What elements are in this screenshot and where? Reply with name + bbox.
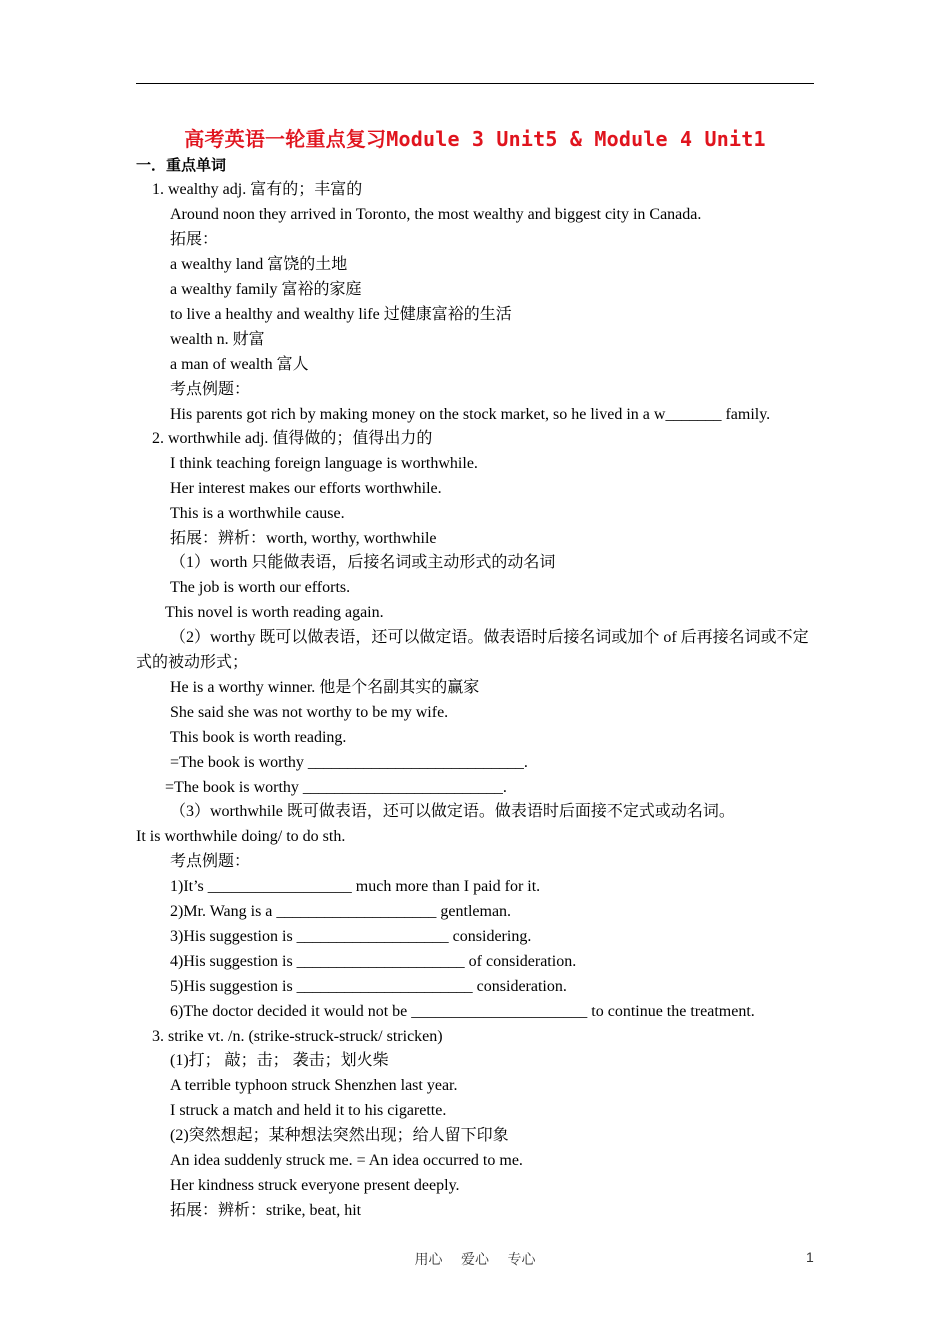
example-line: Her kindness struck everyone present deeply.	[170, 1177, 460, 1194]
exercise-line: 4)His suggestion is _____________________ of consideration.	[170, 953, 577, 970]
text-line: （3）worthwhile 既可做表语，还可以做定语。做表语时后面接不定式或动名词。	[170, 803, 735, 820]
exercise-line: 6)The doctor decided it would not be ______________________ to continue the treatment.	[170, 1003, 755, 1020]
text-line: （1）worth 只能做表语，后接名词或主动形式的动名词	[170, 554, 556, 571]
text-line: 式的被动形式；	[136, 654, 249, 671]
text-line: （2）worthy 既可以做表语，还可以做定语。做表语时后接名词或加个 of 后再接名词或不定	[170, 629, 809, 646]
text-line: wealth n. 财富	[170, 331, 265, 348]
text-line: (2)突然想起；某种想法突然出现；给人留下印象	[170, 1127, 509, 1144]
text-line: to live a healthy and wealthy life 过健康富裕的生活	[170, 306, 512, 323]
example-line: This novel is worth reading again.	[165, 604, 384, 621]
example-line: She said she was not worthy to be my wife.	[170, 704, 449, 721]
text-line: a wealthy family 富裕的家庭	[170, 281, 362, 298]
text-line: 考点例题：	[170, 381, 251, 398]
exercise-line: 1)It’s __________________ much more than I paid for it.	[170, 878, 541, 895]
example-line: Around noon they arrived in Toronto, the most wealthy and biggest city in Canada.	[170, 206, 702, 223]
example-line: I think teaching foreign language is worthwhile.	[170, 455, 478, 472]
exercise-line: =The book is worthy _________________________.	[165, 779, 507, 796]
page-title: 高考英语一轮重点复习Module 3 Unit5 & Module 4 Unit1	[184, 127, 766, 151]
text-line: 拓展：辨析：worth, worthy, worthwhile	[170, 530, 437, 547]
example-line: A terrible typhoon struck Shenzhen last year.	[170, 1077, 458, 1094]
text-line: 考点例题：	[170, 853, 251, 870]
example-line: This is a worthwhile cause.	[170, 505, 345, 522]
list-item: 2. worthwhile adj. 值得做的；值得出力的	[152, 430, 433, 447]
section-heading: 一．重点单词	[136, 158, 227, 174]
exercise-line: =The book is worthy ___________________________.	[170, 754, 528, 771]
list-item: 1. wealthy adj. 富有的；丰富的	[152, 181, 363, 198]
example-line: The job is worth our efforts.	[170, 579, 351, 596]
text-line: a man of wealth 富人	[170, 356, 309, 373]
header-rule	[136, 83, 814, 84]
page-footer: 用心 爱心 专心	[414, 1252, 536, 1268]
text-line: It is worthwhile doing/ to do sth.	[136, 828, 346, 845]
page-number: 1	[806, 1249, 814, 1265]
text-line: a wealthy land 富饶的土地	[170, 256, 348, 273]
example-line: I struck a match and held it to his cigarette.	[170, 1102, 447, 1119]
list-item: 3. strike vt. /n. (strike-struck-struck/ stricken)	[152, 1028, 443, 1045]
example-line: An idea suddenly struck me. = An idea occurred to me.	[170, 1152, 523, 1169]
exercise-line: 3)His suggestion is ___________________ considering.	[170, 928, 532, 945]
text-line: 拓展：辨析：strike, beat, hit	[170, 1202, 362, 1219]
exercise-line: 5)His suggestion is ______________________ consideration.	[170, 978, 567, 995]
exercise-line: 2)Mr. Wang is a ____________________ gentleman.	[170, 903, 512, 920]
text-line: 拓展：	[170, 231, 219, 248]
example-line: This book is worth reading.	[170, 729, 347, 746]
example-line: He is a worthy winner. 他是个名副其实的赢家	[170, 679, 480, 696]
text-line: (1)打； 敲；击； 袭击；划火柴	[170, 1052, 389, 1069]
exercise-line: His parents got rich by making money on the stock market, so he lived in a w_______ family.	[170, 406, 771, 423]
example-line: Her interest makes our efforts worthwhile.	[170, 480, 442, 497]
